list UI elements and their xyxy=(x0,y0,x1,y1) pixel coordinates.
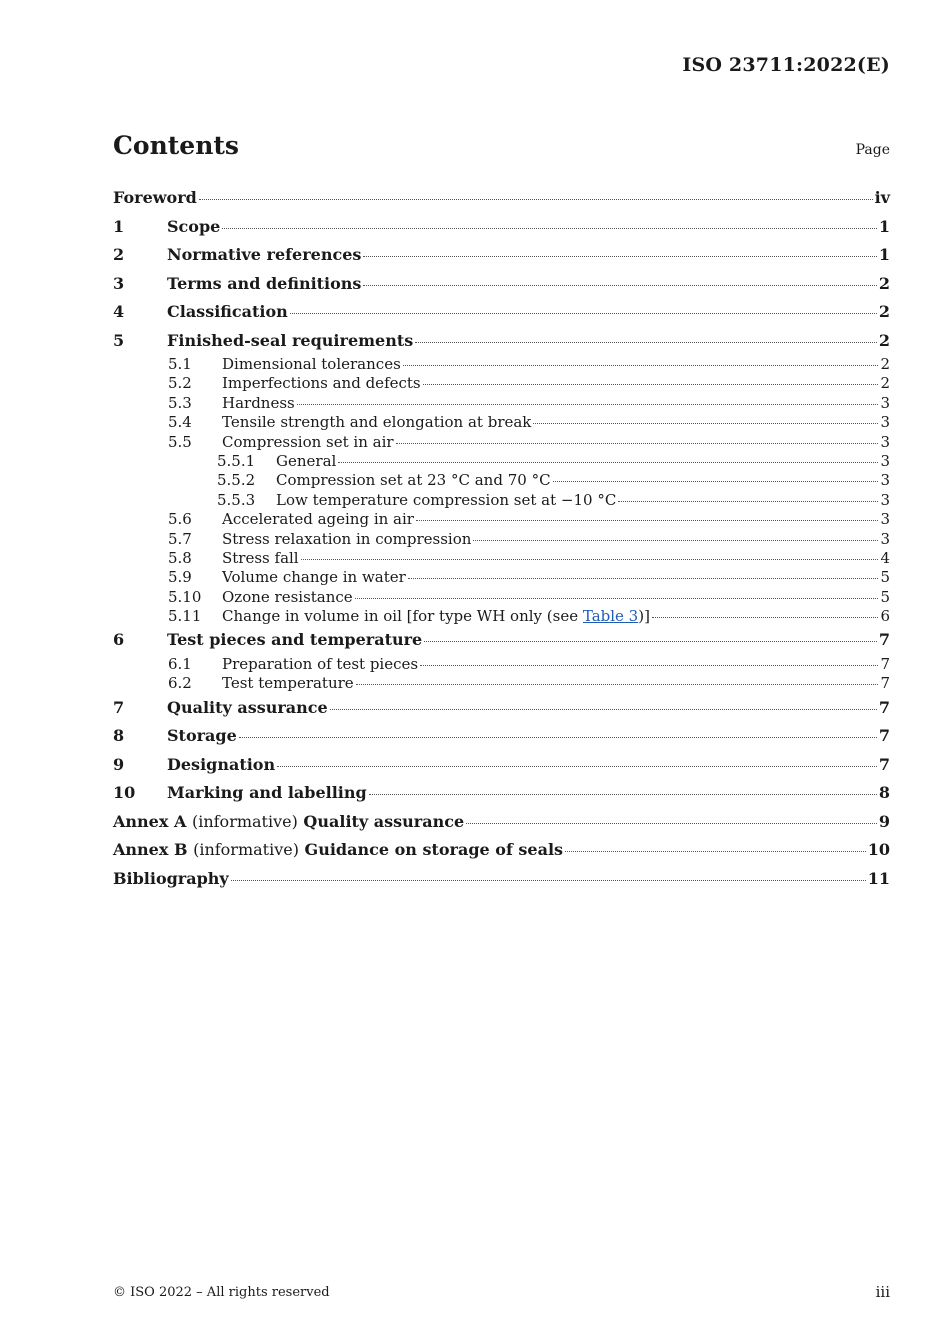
page-column-label: Page xyxy=(855,142,890,158)
page-title: Contents xyxy=(113,131,240,160)
toc-page: 2 xyxy=(880,355,890,373)
toc-page: 3 xyxy=(880,413,890,432)
toc-page: 1 xyxy=(878,245,890,264)
toc-entry-5-11[interactable] xyxy=(168,607,890,626)
toc-entry-3[interactable] xyxy=(113,270,890,299)
toc-title: Normative references xyxy=(167,245,362,264)
toc-page: 7 xyxy=(880,654,890,673)
toc-page: 3 xyxy=(880,490,890,509)
toc-title: Preparation of test pieces xyxy=(222,654,419,673)
toc-number: 5.11 xyxy=(168,607,202,626)
toc-entry-5-1[interactable] xyxy=(168,355,890,374)
toc-page: 2 xyxy=(878,330,890,350)
dot-leader xyxy=(466,822,877,824)
toc-number: 4 xyxy=(113,302,125,321)
toc-entry-9[interactable] xyxy=(113,751,890,780)
toc-page: 4 xyxy=(880,548,890,567)
table-3-link[interactable]: Table 3 xyxy=(582,607,639,626)
toc-title: Storage xyxy=(167,726,237,746)
toc-number: 5.6 xyxy=(168,510,192,529)
table-of-contents xyxy=(113,184,890,893)
toc-page: 7 xyxy=(878,726,890,746)
toc-number: 2 xyxy=(113,245,125,264)
toc-number: 5.9 xyxy=(168,568,192,587)
toc-number: 10 xyxy=(113,783,136,803)
toc-page: 1 xyxy=(878,216,890,236)
dot-leader xyxy=(423,383,879,385)
dot-leader xyxy=(199,198,873,200)
toc-page: 3 xyxy=(880,471,890,490)
toc-number: 9 xyxy=(113,754,125,774)
toc-title: Scope xyxy=(167,216,221,236)
toc-number: 5.1 xyxy=(168,355,192,373)
page-number: iii xyxy=(875,1283,890,1301)
dot-leader xyxy=(420,664,878,666)
toc-page: 3 xyxy=(880,529,890,548)
toc-number: 6 xyxy=(113,630,125,650)
toc-title: Terms and definitions xyxy=(167,273,362,293)
toc-title-suffix: )] xyxy=(638,607,650,626)
toc-page: 2 xyxy=(878,273,890,293)
toc-title: Foreword xyxy=(113,188,197,207)
toc-title: Test pieces and temperature xyxy=(167,630,423,650)
dot-leader xyxy=(363,284,876,286)
dot-leader xyxy=(416,519,878,521)
toc-entry-5[interactable] xyxy=(113,327,890,356)
toc-title: Low temperature compression set at −10 °C xyxy=(276,490,617,509)
toc-title: Volume change in water xyxy=(222,568,406,587)
toc-entry-8[interactable] xyxy=(113,722,890,751)
toc-entry-7[interactable] xyxy=(113,694,890,723)
toc-title: Imperfections and defects xyxy=(222,374,421,393)
toc-number: 5.8 xyxy=(168,548,192,567)
toc-entry-bibliography[interactable] xyxy=(113,865,890,894)
toc-title: Tensile strength and elongation at break xyxy=(222,413,532,432)
toc-title: Stress fall xyxy=(222,548,299,567)
toc-entry-foreword[interactable] xyxy=(113,184,890,213)
toc-number: 5.10 xyxy=(168,587,202,606)
toc-entry-5-5-2[interactable] xyxy=(217,471,890,490)
toc-title: Classification xyxy=(167,302,288,321)
toc-number: 1 xyxy=(113,216,125,236)
toc-title: Compression set in air xyxy=(222,432,394,451)
toc-title: Finished-seal requirements xyxy=(167,330,414,350)
toc-page: 5 xyxy=(880,568,890,587)
dot-leader xyxy=(222,227,877,229)
toc-title: Bibliography xyxy=(113,868,229,888)
document-id: ISO 23711:2022(E) xyxy=(682,54,890,76)
toc-title: Ozone resistance xyxy=(222,587,353,606)
toc-page: 7 xyxy=(880,674,890,693)
toc-title: Guidance on storage of seals xyxy=(304,840,564,860)
toc-title: Designation xyxy=(167,754,276,774)
dot-leader xyxy=(356,683,879,685)
toc-entry-2[interactable] xyxy=(113,241,890,270)
dot-leader xyxy=(533,422,878,424)
toc-page: 2 xyxy=(878,302,890,321)
toc-number: 5.5.2 xyxy=(217,471,256,490)
toc-title: Change in volume in oil [for type WH only (see xyxy=(222,607,583,626)
toc-page: 7 xyxy=(878,630,890,650)
dot-leader xyxy=(565,850,866,852)
dot-leader xyxy=(277,765,877,767)
annex-label: Annex A xyxy=(113,811,187,831)
dot-leader xyxy=(338,461,878,463)
toc-page: 2 xyxy=(880,374,890,393)
toc-entry-5-3[interactable] xyxy=(168,394,890,413)
dot-leader xyxy=(290,312,877,314)
toc-number: 5.5.3 xyxy=(217,490,256,509)
toc-entry-annex-b[interactable] xyxy=(113,836,890,865)
dot-leader xyxy=(330,708,877,710)
toc-entry-6[interactable] xyxy=(113,626,890,655)
toc-entry-5-10[interactable] xyxy=(168,588,890,607)
toc-entry-5-6[interactable] xyxy=(168,510,890,529)
toc-entry-5-4[interactable] xyxy=(168,413,890,432)
toc-page: 11 xyxy=(867,868,890,888)
annex-label: Annex B xyxy=(113,840,188,860)
dot-leader xyxy=(363,255,876,257)
toc-page: 3 xyxy=(880,393,890,412)
toc-number: 5.7 xyxy=(168,529,192,548)
toc-entry-5-8[interactable] xyxy=(168,549,890,568)
toc-title: General xyxy=(276,451,337,470)
dot-leader xyxy=(473,539,878,541)
dot-leader xyxy=(415,341,877,343)
toc-number: 3 xyxy=(113,273,125,293)
annex-kind: (informative) xyxy=(193,840,299,860)
dot-leader xyxy=(618,500,878,502)
toc-page: iv xyxy=(874,188,890,207)
toc-entry-6-2[interactable] xyxy=(168,674,890,693)
toc-number: 8 xyxy=(113,726,125,746)
toc-number: 5.5 xyxy=(168,432,192,451)
toc-title: Stress relaxation in compression xyxy=(222,529,472,548)
toc-number: 5.2 xyxy=(168,374,192,393)
toc-entry-5-7[interactable] xyxy=(168,530,890,549)
dot-leader xyxy=(301,558,879,560)
toc-entry-annex-a[interactable] xyxy=(113,808,890,837)
dot-leader xyxy=(369,793,877,795)
toc-title: Accelerated ageing in air xyxy=(222,510,414,529)
dot-leader xyxy=(652,616,879,618)
toc-title: Dimensional tolerances xyxy=(222,355,401,373)
toc-title: Compression set at 23 °C and 70 °C xyxy=(276,471,551,490)
toc-page: 9 xyxy=(878,811,890,831)
toc-title: Hardness xyxy=(222,393,295,412)
toc-entry-5-9[interactable] xyxy=(168,568,890,587)
copyright-notice: © ISO 2022 – All rights reserved xyxy=(113,1285,330,1300)
toc-entry-5-5[interactable] xyxy=(168,433,890,452)
toc-page: 3 xyxy=(880,451,890,470)
toc-entry-10[interactable] xyxy=(113,779,890,808)
toc-page: 7 xyxy=(878,697,890,717)
annex-kind: (informative) xyxy=(191,811,298,831)
toc-page: 8 xyxy=(878,783,890,803)
toc-number: 5.3 xyxy=(168,393,192,412)
toc-page: 3 xyxy=(880,510,890,529)
toc-page: 6 xyxy=(880,607,890,626)
toc-number: 5.5.1 xyxy=(217,451,256,470)
toc-entry-5-5-1[interactable] xyxy=(217,452,890,471)
toc-page: 3 xyxy=(880,432,890,451)
toc-title: Quality assurance xyxy=(303,811,465,831)
dot-leader xyxy=(403,364,879,366)
toc-page: 10 xyxy=(867,840,890,860)
toc-title: Marking and labelling xyxy=(167,783,367,803)
toc-entry-5-5-3[interactable] xyxy=(217,491,890,510)
dot-leader xyxy=(424,640,877,642)
toc-page: 7 xyxy=(878,754,890,774)
toc-entry-1[interactable] xyxy=(113,213,890,242)
toc-number: 6.1 xyxy=(168,654,192,673)
toc-title: Test temperature xyxy=(222,674,354,693)
dot-leader xyxy=(408,577,879,579)
toc-entry-5-2[interactable] xyxy=(168,374,890,393)
toc-number: 7 xyxy=(113,697,125,717)
toc-entry-6-1[interactable] xyxy=(168,655,890,674)
toc-title: Quality assurance xyxy=(167,697,328,717)
dot-leader xyxy=(396,442,879,444)
dot-leader xyxy=(297,403,879,405)
toc-number: 6.2 xyxy=(168,674,192,693)
toc-entry-4[interactable] xyxy=(113,298,890,327)
dot-leader xyxy=(355,597,879,599)
toc-number: 5.4 xyxy=(168,413,192,432)
toc-number: 5 xyxy=(113,330,125,350)
dot-leader xyxy=(231,879,866,881)
dot-leader xyxy=(553,480,879,482)
dot-leader xyxy=(239,736,877,738)
toc-page: 5 xyxy=(880,587,890,606)
